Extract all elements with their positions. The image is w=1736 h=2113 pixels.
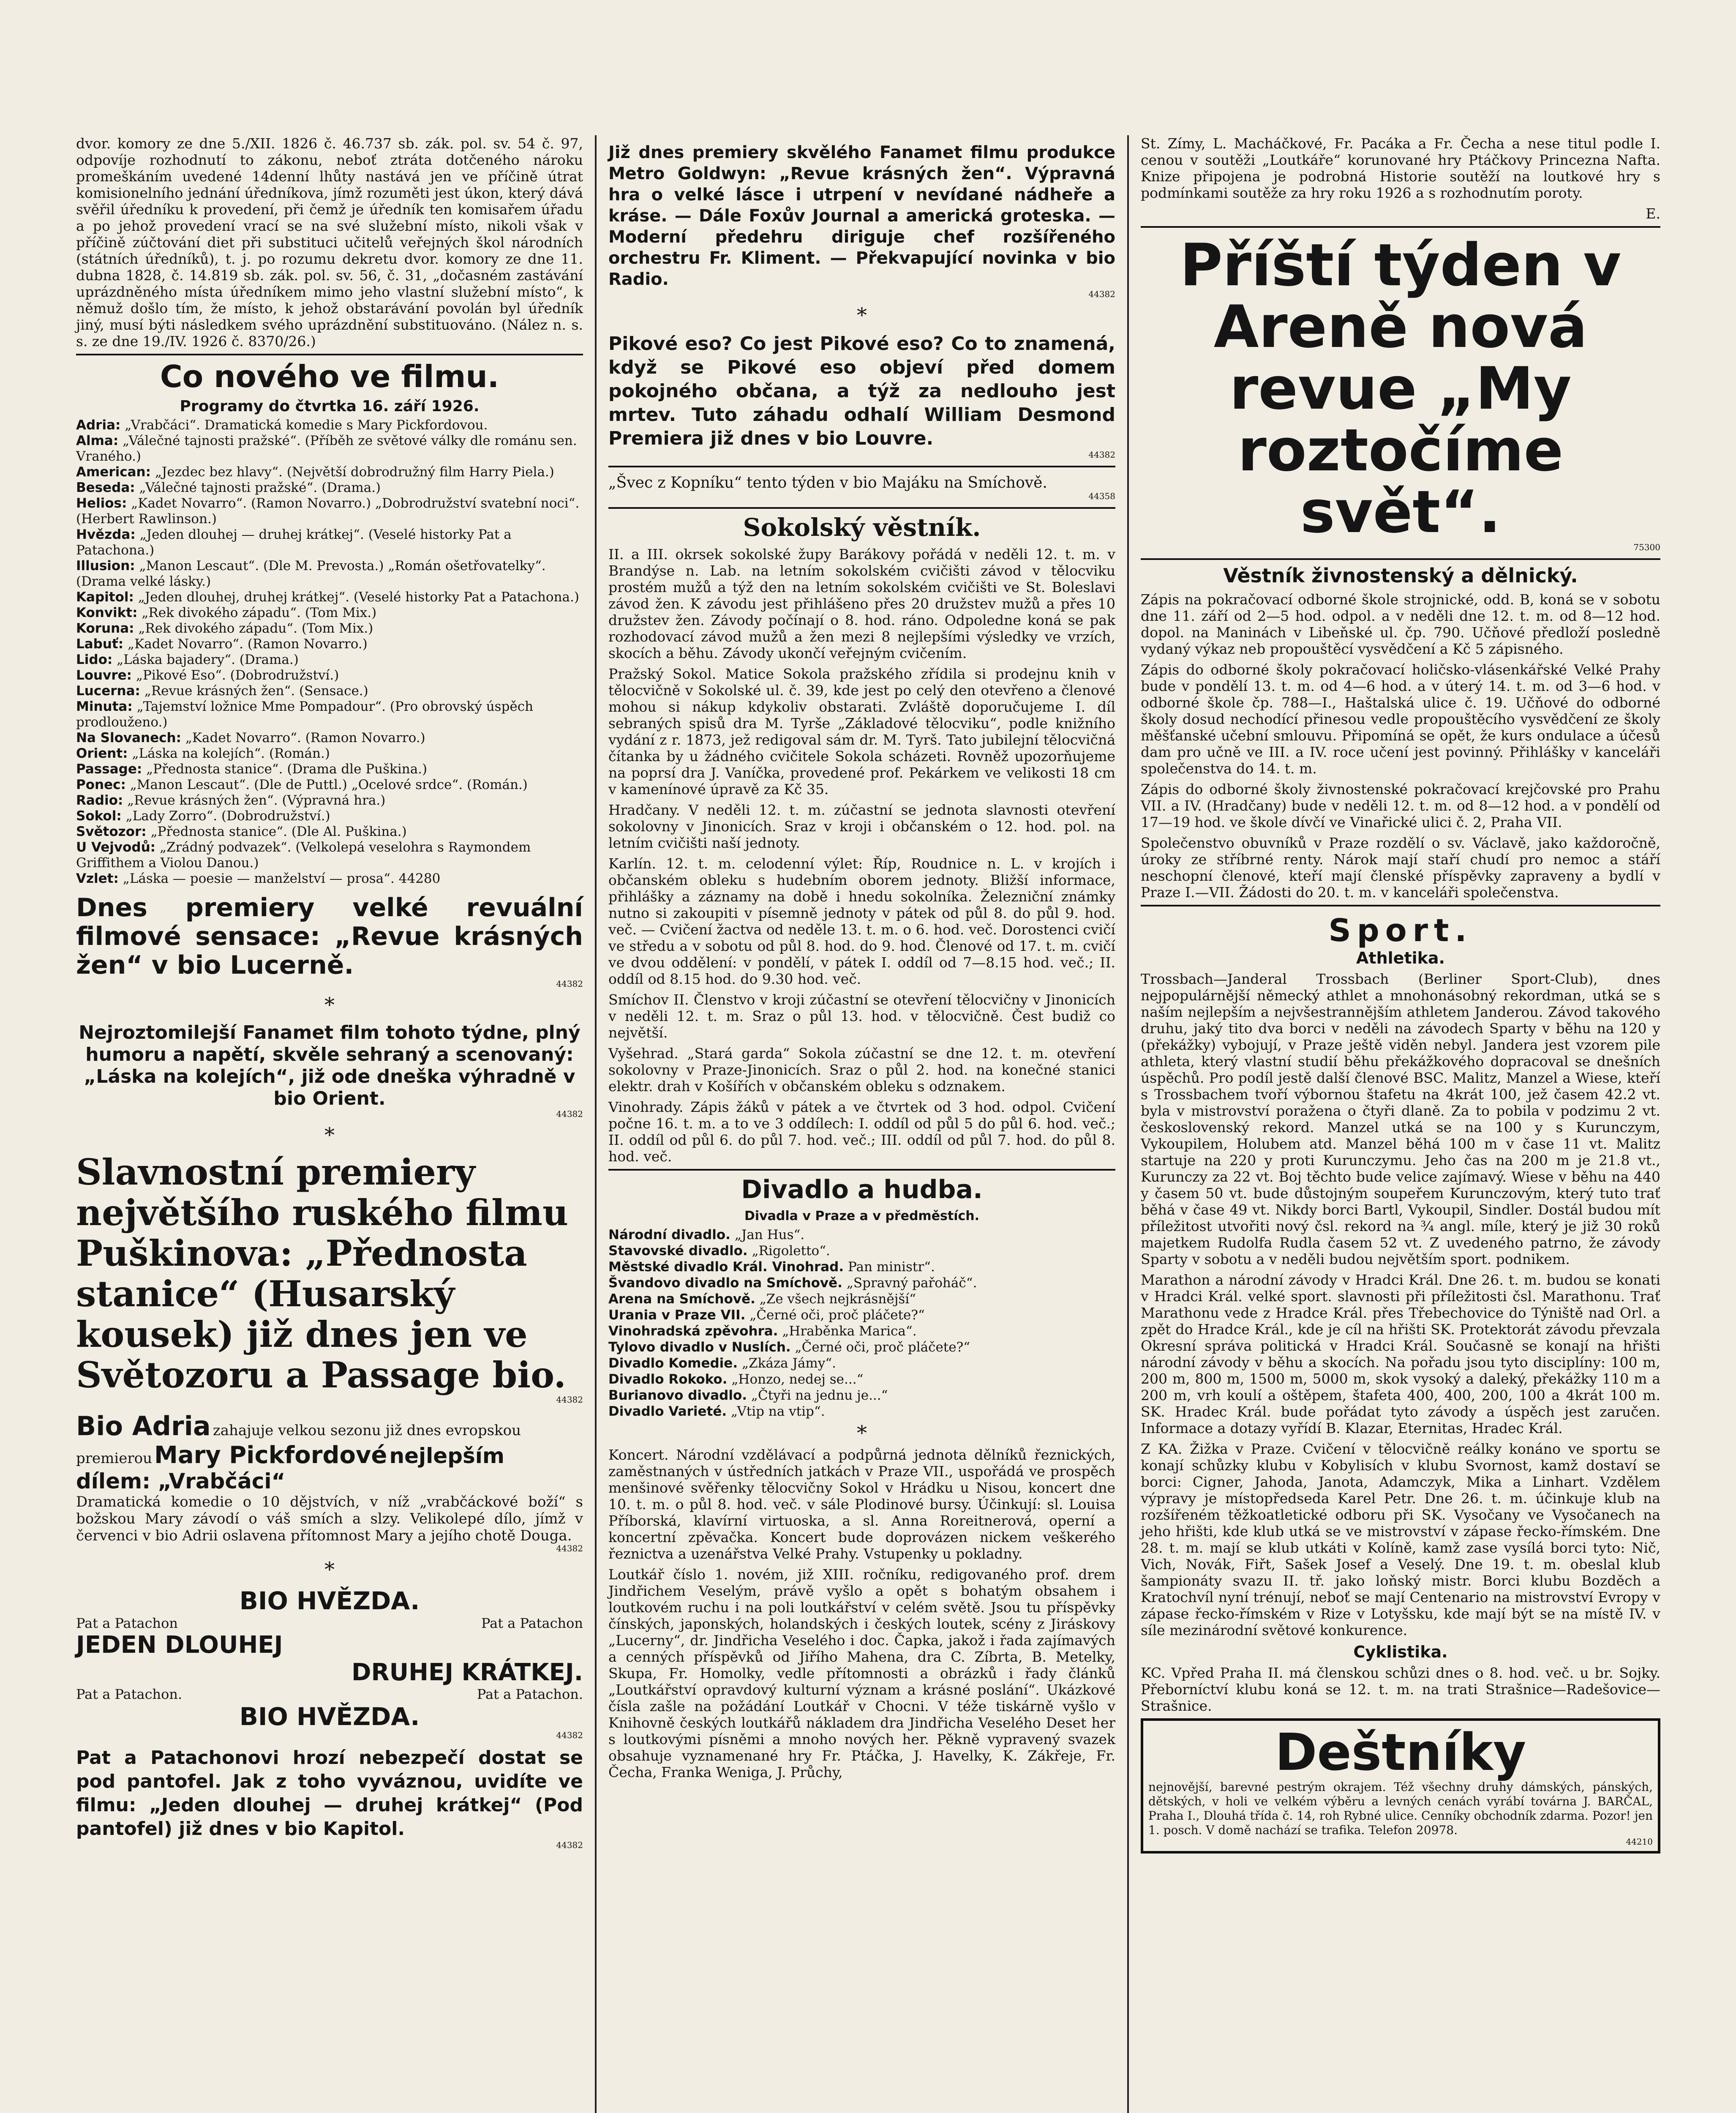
program-item	[76, 746, 583, 762]
ad-hvezda-line2: DRUHEJ KRÁTKEJ.	[352, 1659, 583, 1686]
theater-name: Urania v Praze VII.	[608, 1308, 746, 1323]
program-item	[76, 824, 583, 840]
ad-hvezda-pat2-left: Pat a Patachon.	[76, 1686, 183, 1702]
column-left	[76, 135, 583, 1856]
theater-play: „Čtyři na jednu je...“	[751, 1388, 888, 1403]
loutkar-continued-text: St. Zímy, L. Macháčkové, Fr. Pacáka a Fr. Čecha a nese titul podle I. cenou v soutěži „Loutkáře“ korunované hry Ptáčkovy Princezna Nafta. Knize připojena je podrobná Historie soutěží na loutkové hry s podmínkami soutěže za hry roku 1926 a s rozhodnutím poroty.	[1141, 135, 1660, 201]
ad-number: 44382	[1088, 450, 1115, 460]
theater-name: Městské divadlo Král. Vinohrad.	[608, 1259, 844, 1275]
cinema-name: Vzlet:	[76, 871, 119, 886]
ad-hvezda-row	[76, 1615, 583, 1631]
program-item	[76, 558, 583, 590]
cinema-name: U Vejvodů:	[76, 840, 156, 855]
cinema-name: Na Slovanech:	[76, 730, 181, 745]
program-text: „Tajemství ložnice Mme Pompadour“. (Pro obrovský úspěch prodlouženo.)	[76, 699, 534, 730]
ad-number: 75300	[1633, 542, 1660, 552]
cinema-name: Lido:	[76, 652, 113, 667]
sokol-paragraph: Pražský Sokol. Matice Sokola pražského zřídila si prodejnu knih v tělocvičně v Sokolské ul. č. 39, kde jest po celý den otevřeno a členové mohou si nákup kdykoliv obstarati. Zvláště doporučujeme I. díl sebraných spisů dra M. Tyrše „Základové tělocviku“, podle knižního vydání z r. 1873, jež redigoval sám dr. M. Tyrš. Tato jubilejní tělocvičná čítanka by u žádného cvičitele Sokola scházeti. Rovněž upozorňujeme na poprsí dra J. Vaníčka, provedené prof. Pekárkem ve velikosti 18 cm v kamenínové úpravě za Kč 35.	[608, 666, 1115, 797]
ad-orient	[76, 1022, 583, 1118]
ad-hvezda	[76, 1586, 583, 1739]
cinema-name: Minuta:	[76, 699, 133, 714]
divider	[76, 354, 583, 355]
program-item	[76, 699, 583, 730]
program-item	[76, 464, 583, 480]
program-item	[76, 605, 583, 621]
divider	[1141, 905, 1660, 906]
ad-hvezda-pat-right: Pat a Patachon	[481, 1615, 583, 1631]
sokol-paragraph: Karlín. 12. t. m. celodenní výlet: Říp, Roudnice n. L. v krojích i občanském obleku s hudebním oborem jednoty. Bližší informace, přihlášky a záznamy na době i hnedu sokolníka. Železniční známky nutno si zakoupiti v písemně jednoty v pátek od půl 8. do půl 9. hod. več. — Cvičení žactva od neděle 13. t. m. o 6. hod. več. Dorostenci cvičí ve středu a v sobotu od půl 8. hod. do 9. hod. Členové od 17. t. m. cvičí ve dvou oddělení: v pondělí, v pátek I. oddíl od 7—8.15 hod. več.; II. oddíl od 8.15 hod. do 9.30 hod. več.	[608, 855, 1115, 987]
cinema-name: Ponec:	[76, 777, 126, 792]
theater-play: „Spravný pařoháč“.	[846, 1275, 977, 1291]
trade-news-paragraph: Zápis na pokračovací odborné škole strojnické, odd. B, koná se v sobotu dne 11. září od 2—5 hod. odpol. a v neděli dne 12. t. m. od 8—12 hod. dopol. na Maninách v Libeňské ul. čp. 790. Učňové předloží posledně vydaný výkaz neb propouštěcí vysvědčení a Kč 5 zápisného.	[1141, 591, 1660, 657]
cinema-name: Světozor:	[76, 824, 147, 839]
separator-star: *	[324, 1558, 335, 1581]
ad-number: 44382	[556, 979, 583, 989]
program-heading: Programy do čtvrtka 16. září 1926.	[180, 398, 480, 415]
program-text: „Manon Lescaut“. (Dle M. Prevosta.) „Román ošetřovatelky“. (Drama velké lásky.)	[76, 558, 546, 589]
theater-play: „Rigoletto“.	[752, 1243, 830, 1259]
cinema-name: Adria:	[76, 418, 121, 433]
separator-star: *	[324, 993, 335, 1017]
theater-item	[608, 1355, 1115, 1371]
loutkar-text: Loutkář číslo 1. novém, již XIII. ročníku, redigovaného prof. drem Jindřichem Veselým, právě vyšlo a opět s bohatým obsahem i loutkovém ruchu i na poli loutkářství v celém světě. Jsou tu příspěvky čínských, japonských, holandských i českých loutek, scény z Jiráskovy „Lucerny“, dr. Jindřicha Veselého i doc. Čapka, jakož i řada zajímavých a cenných příspěvků od Jiřího Mahena, dra C. Zíbrta, B. Metelky, Skupa, Fr. Homolky, vedle přítomnosti a obrázků i řady článků „Loutkářství opravdový kulturní význam a krásné poslání“. Ukázkové čísla zašle na požádání Loutkář v Chocni. V téže tiskárně vyšlo v Knihovně českých loutkářů nákladem dra Jindřicha Veselého Deset her s loutkovými písněmi a mnoho nových her. Pěkně vypravený svazek obsahuje vyznamenané hry Fr. Ptáčka, J. Havelky, K. Zákřeje, Fr. Čecha, Franka Weniga, J. Průchy,	[608, 1566, 1115, 1780]
divider	[608, 466, 1115, 467]
theater-item	[608, 1275, 1115, 1291]
program-text: „Kadet Novarro“. (Ramon Novarro.)	[128, 636, 368, 652]
program-text: „Manon Lescaut“. (Dle de Puttl.) „Ocelové srdce“. (Román.)	[130, 777, 528, 792]
sokol-paragraph: Vinohrady. Zápis žáků v pátek a ve čtvrtek od 3 hod. odpol. Cvičení počne 16. t. m. a to ve 3 oddílech: I. oddíl od půl 5 do půl 6. hod. več.; II. oddíl od půl 6. do půl 7. hod. več.; III. oddíl od půl 7. hod. do půl 8. hod. več.	[608, 1099, 1115, 1165]
program-item	[76, 683, 583, 699]
ad-hvezda-title: BIO HVĚZDA.	[239, 1586, 420, 1615]
ad-lucerna	[76, 893, 583, 988]
legal-notice-text: dvor. komory ze dne 5./XII. 1826 č. 46.737 sb. zák. pol. sv. 54 č. 97, odpovíje rozhodnutí to zákonu, neboť ztráta dotčeného nároku promeškáním uvedené 14denní lhůty nastává jen ve příčině útrat komisionelního jednání úředníkova, jímž rozuměti jest úkon, který dává svěřil úředníku k provedení, při čemž je úředník ten komisařem úřadu a po jehož provedení vrací se na své služební místo, nikoli však v příčině zúčtování diet při substituci učitelů veřejných škol národních (státních úředníků), t. j. po rozumu dekretu dvor. komory ze dne 11. dubna 1828, č. 14.819 sb. zák. pol. sv. 56, č. 31, „dočasném zastávání uprázdněného místa úředníkem mimo jeho vlastní služební místo“, k němuž došlo tím, že místo, k jehož obstarávání povolán byl úředník jiný, musí býti následkem svého uprázdnění substituováno. (Nález n. s. s. ze dne 19./IV. 1926 č. 8370/26.)	[76, 135, 583, 349]
program-text: „Válečné tajnosti pražské“. (Drama.)	[139, 480, 381, 495]
cinema-name: Kapitol:	[76, 590, 134, 605]
theater-name: Divadlo Rokoko.	[608, 1372, 728, 1387]
signature: E.	[1646, 205, 1660, 222]
program-text: „Rek divokého západu“. (Tom Mix.)	[142, 605, 377, 620]
theater-item	[608, 1323, 1115, 1339]
program-item	[76, 668, 583, 683]
ad-adria-intro: zahajuje velkou sezonu již dnes evropskou premierou	[76, 1422, 521, 1467]
ad-number: 44382	[556, 1109, 583, 1119]
ad-adria-film: nejlepším dílem: „Vrabčáci“	[76, 1444, 504, 1493]
column-middle	[608, 135, 1115, 1785]
theater-play: „Honzo, nedej se...“	[731, 1372, 864, 1387]
trade-news-heading: Věstník živnostenský a dělnický.	[1223, 564, 1578, 587]
program-text: „Láska na kolejích“. (Román.)	[132, 746, 330, 761]
ad-number: 44382	[556, 1840, 583, 1850]
theater-name: Divadlo Varieté.	[608, 1404, 727, 1419]
sokol-heading: Sokolský věstník.	[743, 513, 981, 542]
sokol-paragraph: II. a III. okrsek sokolské župy Barákovy pořádá v neděli 12. t. m. v Brandýse n. Lab. na letním sokolském cvičišti závod v tělocviku prostém mužů a týž den na letním sokolském cvičišti ve St. Boleslavi závod žen. K závodu jest přihlášeno přes 20 družstev mužů a přes 10 družstev žen. Závody počínají o 8. hod. ráno. Odpoledne koná se pak rozhodovací závod mužů a žen mezi 8 nejlepšími výsledky ve vrzích, skocích a běhu. Závody ukončí veřejným cvičením.	[608, 546, 1115, 661]
theater-heading: Divadlo a hudba.	[741, 1175, 983, 1204]
separator-star: *	[324, 1123, 335, 1147]
concert-text: Koncert. Národní vzdělávací a podpůrná jednota dělníků řeznických, zaměstnaných v ústředních jatkách v Praze VII., uspořádá ve prospěch menšinové svěřenky tělocvičny Sokol v Hrádku u Nisou, koncert dne 10. t. m. o půl 8. hod. več. v sále Plodinové bursy. Účinkují: sl. Louisa Příborská, klavírní virtuoska, a sl. Anna Roreitnerová, operní a koncertní zpěvačka. Koncert bude doprovázen nickem veškerého řeznictva a uzenářstva Velké Prahy. Vstupenky u pokladny.	[608, 1447, 1115, 1562]
program-item	[76, 636, 583, 652]
trade-news-list	[1141, 591, 1660, 901]
ad-hvezda-title-bottom: BIO HVĚZDA.	[239, 1702, 420, 1731]
theater-item	[608, 1291, 1115, 1307]
program-item	[76, 762, 583, 777]
ad-number: 44382	[1088, 289, 1115, 299]
theater-item	[608, 1371, 1115, 1387]
theater-subheading: Divadla v Praze a v předměstích.	[744, 1209, 980, 1223]
program-text: „Jeden dlouhej, druhej krátkej“. (Veselé historky Pat a Patachona.)	[138, 590, 579, 605]
theater-item	[608, 1339, 1115, 1355]
ad-umbrellas-title: Deštníky	[1275, 1723, 1526, 1782]
sport-heading: Sport.	[1328, 912, 1473, 949]
sokol-paragraph: Hradčany. V neděli 12. t. m. zúčastní se jednota slavnosti otevření sokolovny v Jinonicích. Sraz v kroji i občanském o 12. hod. pol. na letním cvičišti naší jednoty.	[608, 802, 1115, 851]
cinema-name: Alma:	[76, 433, 119, 448]
program-text: „Válečné tajnosti pražské“. (Příběh ze světové války dle románu sen. Vraného.)	[76, 433, 577, 464]
program-text: „Jeden dlouhej — druhej krátkej“. (Veselé historky Pat a Patachona.)	[76, 527, 512, 558]
theater-item	[608, 1307, 1115, 1323]
ad-majak	[608, 474, 1115, 500]
theater-item	[608, 1403, 1115, 1420]
ad-louvre-text: Pikové eso? Co jest Pikové eso? Co to znamená, když se Pikové eso objeví před domem pokojného občana, a týž za nedlouho jest mrtev. Tuto záhadu odhalí William Desmond Premiera již dnes v bio Louvre.	[608, 333, 1115, 449]
sokol-paragraph: Smíchov II. Členstvo v kroji zúčastní se otevření tělocvičny v Jinonicích v neděli 12. t. m. Sraz o půl 13. hod. v tělocvičně. Čest budiž co největší.	[608, 991, 1115, 1041]
program-text: „Přednosta stanice“. (Dle Al. Puškina.)	[150, 824, 407, 839]
sport-news-list	[1141, 971, 1660, 1638]
ad-puskin-text: Slavnostní premiery největšího ruského filmu Puškinova: „Přednosta stanice“ (Husarský kousek) již dnes jen ve Světozoru a Passage bio.	[76, 1151, 569, 1396]
theater-play: „Černé oči, proč pláčete?“	[749, 1308, 925, 1323]
theater-name: Tylovo divadlo v Nuslích.	[608, 1340, 791, 1355]
ad-kapitol	[76, 1746, 583, 1849]
ad-puskin	[76, 1152, 583, 1404]
theater-item	[608, 1259, 1115, 1275]
theater-name: Arena na Smíchově.	[608, 1291, 755, 1307]
sport-paragraph: Marathon a národní závody v Hradci Král. Dne 26. t. m. budou se konati v Hradci Král. velké sport. slavnosti při příležitosti čsl. Marathonu. Trať Marathonu vede z Hradce Král. přes Třebechovice do Týniště nad Orl. a zpět do Hradce Král., kde je cíl na hřišti SK. Protektorát závodu převzala Okresní správa politická v Hradci Král. Současně se konají na hřišti národní závody v běhu a skocích. Na pořadu jsou tyto disciplíny: 100 m, 200 m, 800 m, 1500 m, 5000 m, skok vysoký a daleký, překážky 110 m a 200 m, vrh koulí a oštěpem, štafeta 400, 400, 200, 100 a 4krát 100 m. SK. Hradec Král. bude pořádat tyto závody a úspěch jest zaručen. Informace a dotazy vyřídí B. Klazar, Eternitas, Hradec Král.	[1141, 1272, 1660, 1436]
theater-play: Pan ministr“.	[848, 1259, 935, 1275]
ad-lucerna-text: Dnes premiery velké revuální filmové sensace: „Revue krásných žen“ v bio Lucerně.	[76, 893, 583, 980]
theater-name: Národní divadlo.	[608, 1227, 730, 1242]
program-text: „Revue krásných žen“. (Výpravná hra.)	[127, 793, 386, 808]
athletics-heading: Athletika.	[1356, 949, 1445, 967]
theater-name: Vinohradská zpěvohra.	[608, 1324, 778, 1339]
film-section-heading: Co nového ve filmu.	[160, 359, 499, 394]
program-item	[76, 590, 583, 605]
program-text: „Vrabčáci“. Dramatická komedie s Mary Pickfordovou.	[125, 418, 488, 433]
ad-umbrellas-text: nejnovější, barevné pestrým okrajem. Též všechny druhy dámských, pánských, dětských, v holi ve velkém výběru a levných cenách vyrábí továrna J. BARČAL, Praha I., Dlouhá třída č. 14, roh Rybné ulice. Cenníky obchodník zdarma. Pozor! jen 1. posch. V domě nachází se trafika. Telefon 20978.	[1148, 1780, 1653, 1837]
program-item	[76, 652, 583, 668]
trade-news-paragraph: Zápis do odborné školy pokračovací holičsko-vlásenkářské Velké Prahy bude v pondělí 13. t. m. od 4—6 hod. a v úterý 14. t. m. od 3—6 hod. v odborné škole čp. 788—I., Haštalská ulice č. 19. Učňové do odborné školy dosud nechodící přinesou vedle propouštěcího vysvědčení ze školy měšťanské učební smlouvu. Připomíná se opět, že kurs ondulace a účesů dam pro učně ve III. a IV. roce učení jest povinný. Přihlášky v kanceláři společenstva do 14. t. m.	[1141, 661, 1660, 777]
ad-orient-text: Nejroztomilejší Fanamet film tohoto týdne, plný humoru a napětí, skvěle sehraný a scenovaný: „Láska na kolejích“, již ode dneška výhradně v bio Orient.	[79, 1022, 580, 1109]
cinema-name: Konvikt:	[76, 605, 138, 620]
cinema-name: Helios:	[76, 496, 127, 511]
ad-hvezda-pat-left: Pat a Patachon	[76, 1615, 178, 1631]
trade-news-paragraph: Zápis do odborné školy živnostenské pokračovací krejčovské pro Prahu VII. a IV. (Hradčany) bude v neděli 12. t. m. od 8—12 hod. a v pondělí od 17—19 hod. ve škole dívčí ve Vinařické ulici č. 2, Praha VII.	[1141, 781, 1660, 830]
theater-item	[608, 1227, 1115, 1243]
program-text: „Jezdec bez hlavy“. (Největší dobrodružný film Harry Piela.)	[155, 464, 554, 480]
cinema-name: Beseda:	[76, 480, 135, 495]
cinema-name: American:	[76, 464, 151, 480]
ad-arena	[1141, 231, 1660, 552]
cinema-name: Lucerna:	[76, 683, 140, 699]
newspaper-page	[76, 135, 1660, 2113]
ad-umbrellas	[1141, 1718, 1660, 1854]
program-text: „Rek divokého západu“. (Tom Mix.)	[138, 621, 373, 636]
ad-louvre	[608, 332, 1115, 459]
ad-number: 44358	[1088, 491, 1115, 501]
sport-paragraph: Z KA. Žižka v Praze. Cvičení v tělocvičně reálky konáno ve sportu se konají schůzky klubu v Kobylisích v klubu Svornost, kamž dostaví se borci: Cigner, Jahoda, Janota, Adamczyk, Mika a Linhart. Vzdělem výpravy je místopředseda Karel Petr. Dne 26. t. m. účinkuje klub na rozšířeném těžkoatletické odboru při SK. Vysočany ve Vysočanech na jeho hřišti, kde klub utká se ve mistrovství v zápase řecko-římském. Dne 28. t. m. mají se klub utkáti v Kolíně, kamž zase vysílá borci tyto: Nič, Vich, Novák, Fiřt, Sašek Josef a Veselý. Dne 19. t. m. obeslal klub šampionáty svazu II. tř. jako loňský mistr. Borci klubu Bozděch a Kratochvíl nyní trénují, neboť se mají Centenario na mistrovství Evropy v zápase řecko-římském v Rize v Lotyšsku, kde mají být se na místě IV. v síle mezinárodní světové konkurence.	[1141, 1441, 1660, 1638]
program-text: „Láska — poesie — manželství — prosa“. 44280	[123, 871, 441, 886]
sokol-paragraph: Vyšehrad. „Stará garda“ Sokola zúčastní se dne 12. t. m. otevření sokolovny v Praze-Jinonicích. Sraz o půl 2. hod. na konečné stanici elektr. drah v Košířích v občanském obleku s odznakem.	[608, 1045, 1115, 1095]
separator-star: *	[857, 1421, 867, 1445]
ad-radio	[608, 142, 1115, 298]
ad-number: 44382	[556, 1543, 583, 1553]
ad-adria-name: Bio Adria	[76, 1411, 211, 1441]
ad-adria-desc: Dramatická komedie o 10 dějstvích, v níž „vrabčáckové boží“ s božskou Mary závodí o váš smích a slzy. Velikolepé dílo, jímž v červenci v bio Adrii oslavena přítomnost Mary a jejího chotě Douga.	[76, 1493, 583, 1544]
theater-play: „Jan Hus“.	[734, 1227, 805, 1242]
cinema-name: Orient:	[76, 746, 128, 761]
cycling-heading: Cyklistika.	[1353, 1643, 1448, 1661]
cinema-name: Passage:	[76, 762, 142, 777]
cinema-name: Sokol:	[76, 808, 122, 824]
ad-number: 44210	[1626, 1837, 1653, 1847]
theater-name: Burianovo divadlo.	[608, 1388, 747, 1403]
theater-item	[608, 1387, 1115, 1403]
program-text: „Lady Zorro“. (Dobrodružství.)	[125, 808, 330, 824]
theater-play: „Zkáza Jámy“.	[741, 1356, 837, 1371]
column-right	[1141, 135, 1660, 1854]
divider	[608, 507, 1115, 509]
ad-radio-text: Již dnes premiery skvělého Fanamet filmu produkce Metro Goldwyn: „Revue krásných žen“. Výpravná hra o velké lásce i utrpení v nevídané nádheře a kráse. — Dále Foxův Journal a americká groteska. — Moderní předehru diriguje chef rozšířeného orchestru Fr. Kliment. — Překvapující novinka v bio Radio.	[608, 143, 1115, 289]
program-text: „Pikové Eso“. (Dobrodružství.)	[136, 668, 339, 683]
theater-name: Stavovské divadlo.	[608, 1243, 748, 1259]
program-item	[76, 730, 583, 746]
program-item	[76, 808, 583, 824]
ad-number: 44382	[556, 1395, 583, 1405]
divider	[608, 1169, 1115, 1171]
cycling-text: KC. Vpřed Praha II. má členskou schůzi dnes o 8. hod. več. u br. Sojky. Přeborníctví klubu koná se 12. t. m. na trati Strašnice—Radešovice—Strašnice.	[1141, 1665, 1660, 1714]
ad-kapitol-text: Pat a Patachonovi hrozí nebezpečí dostat se pod pantofel. Jak z toho vyváznou, uvidíte ve filmu: „Jeden dlouhej — druhej krátkej“ (Pod pantofel) již dnes v bio Kapitol.	[76, 1747, 583, 1840]
ad-hvezda-line1: JEDEN DLOUHEJ	[76, 1631, 283, 1659]
program-text: „Přednosta stanice“. (Drama dle Puškina.)	[146, 762, 428, 777]
program-text: „Kadet Novarro“. (Ramon Novarro.)	[185, 730, 425, 745]
program-item	[76, 793, 583, 808]
trade-news-paragraph: Společenstvo obuvníků v Praze rozdělí o sv. Václavě, jako každoročně, úroky ze stříbrné renty. Nárok mají staří chudí pro nemoc a stáří neschopní členové, kteří mají členské příspěvky zapraveny a bydlí v Praze I.—VII. Žádosti do 20. t. m. v kanceláři společenstva.	[1141, 835, 1660, 901]
program-item	[76, 840, 583, 871]
cinema-name: Labuť:	[76, 636, 124, 652]
divider	[1141, 558, 1660, 560]
ad-number: 44382	[556, 1730, 583, 1740]
program-text: „Revue krásných žen“. (Sensace.)	[144, 683, 368, 699]
program-item	[76, 480, 583, 496]
theater-name: Divadlo Komedie.	[608, 1356, 738, 1371]
cinema-name: Koruna:	[76, 621, 134, 636]
program-text: „Zrádný podvazek“. (Velkolepá veselohra s Raymondem Griffithem a Violou Danou.)	[76, 840, 531, 871]
program-text: „Láska bajadery“. (Drama.)	[117, 652, 299, 667]
cinema-name: Radio:	[76, 793, 123, 808]
theater-list	[608, 1227, 1115, 1420]
sokol-news-list	[608, 546, 1115, 1165]
column-rule	[1127, 135, 1129, 2113]
program-text: „Kadet Novarro“. (Ramon Novarro.) „Dobrodružství svatební noci“. (Herbert Rawlinson.)	[76, 496, 580, 527]
ad-hvezda-pat2-right: Pat a Patachon.	[477, 1686, 583, 1702]
cinema-name: Illusion:	[76, 558, 135, 573]
program-item	[76, 777, 583, 793]
ad-arena-text: Příští týden v Areně nová revue „My roztočíme svět“.	[1180, 231, 1622, 546]
column-rule	[595, 135, 597, 2113]
program-item	[76, 433, 583, 464]
program-item	[76, 496, 583, 527]
separator-star: *	[857, 303, 867, 327]
cinema-program-list	[76, 418, 583, 887]
ad-majak-text: „Švec z Kopníku“ tento týden v bio Majáku na Smíchově.	[608, 474, 1047, 491]
theater-play: „Vtip na vtip“.	[731, 1404, 825, 1419]
theater-play: „Černé oči, proč pláčete?“	[795, 1340, 970, 1355]
ad-adria	[76, 1411, 583, 1553]
program-item	[76, 621, 583, 636]
theater-play: „Ze všech nejkrásnější“	[759, 1291, 916, 1307]
program-item	[76, 527, 583, 558]
sport-paragraph: Trossbach—Janderal Trossbach (Berliner Sport-Club), dnes nejpopulárnější německý athlet a mnohonásobný rekordman, utká se s naším nejlepším a nejvšestrannějším athletem Janderou. Závod takového druhu, jaký tito dva borci v neděli na závodech Sparty v běhu na 120 y (překážky) vybojují, v Praze ještě viděn nebyl. Jandera jest vzorem pile athleta, který vlastní studií běhu překážkového dopracoval se dnešních úspěchů. Pro podíl jestě další členové BSC. Malitz, Manzel a Wiese, kteří s Trossbachem tvoří výbornou štafetu na 4krát 100, jež časem 42.2 vt. byla v mistrovství poražena o čtyři dlaně. Za to pobila v podzimu 2 vt. československý rekord. Manzel utká se na 100 y s Kurunczym, Vykoupilem, Holubem atd. Manzel běhá 100 m v čase 11 vt. Malitz startuje na 220 y proti Kurunczymu. Jeho čas na 200 m je 21.8 vt., Kurunczy za 22 vt. Boj těchto bude velice zajímavý. Wiese v běhu na 440 y časem 50 vt. bude důstojným soupeřem Kurunczovým, který tuto trať běhá v čase 49 vt. Nikdy borci Bartl, Vykoupil, Sindler. Dostál budou mít příležitost utvořiti nový čsl. rekord na ¾ angl. míle, který je již 30 roků majetkem Rudolfa Rudla časem 52 vt. Z uvedeného patrno, že závody Sparty v sobotu a v neděli budou největším sport. podnikem.	[1141, 971, 1660, 1267]
theater-name: Švandovo divadlo na Smíchově.	[608, 1275, 842, 1291]
theater-play: „Hraběnka Marica“.	[782, 1324, 917, 1339]
ad-adria-star: Mary Pickfordové	[154, 1441, 387, 1469]
ad-hvezda-row2	[76, 1686, 583, 1702]
theater-item	[608, 1243, 1115, 1259]
program-item	[76, 871, 583, 887]
cinema-name: Louvre:	[76, 668, 132, 683]
cinema-name: Hvězda:	[76, 527, 136, 542]
divider	[1141, 226, 1660, 228]
program-item	[76, 418, 583, 433]
